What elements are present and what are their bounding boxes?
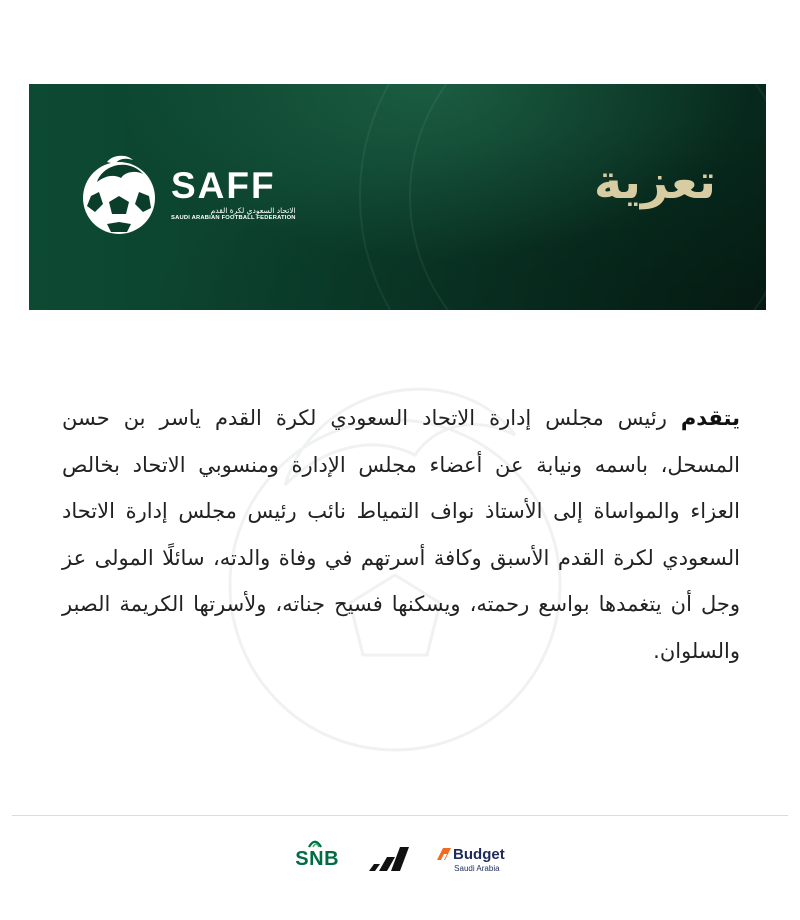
page-title: تعزية: [593, 154, 716, 210]
message-lead-word: يتقدم: [680, 406, 740, 430]
footer-divider: [12, 815, 788, 816]
condolence-message: [62, 395, 740, 674]
budget-region: Saudi Arabia: [454, 863, 500, 873]
saff-arabic-name: الاتحاد السعودي لكرة القدم: [210, 205, 296, 215]
snb-wordmark: SNB: [295, 847, 340, 870]
budget-mark-icon: [437, 848, 451, 860]
budget-logo: [437, 846, 505, 873]
saff-emblem-icon: [77, 152, 161, 236]
header-banner: [29, 84, 766, 310]
saff-logo: [77, 152, 296, 236]
message-text: رئيس مجلس إدارة الاتحاد السعودي لكرة القدم ياسر بن حسن المسحل، باسمه ونيابة عن أعضاء مجلس الإدارة ومنسوبي الاتحاد بخالص العزاء والمواساة إلى الأستاذ نواف التمياط نائب رئيس مجلس إدارة الاتحاد السعودي لكرة القدم الأسبق وكافة أسرتهم في وفاة والدته، سائلًا المولى عز وجل أن يتغمدها بواسع رحمته، ويسكنها فسيح جناته، ولأسرتها الكريمة الصبر والسلوان.: [62, 406, 740, 663]
adidas-logo: [367, 845, 409, 873]
snb-mark-icon: [295, 839, 335, 849]
sponsor-strip: [0, 845, 800, 873]
saff-english-name: SAUDI ARABIAN FOOTBALL FEDERATION: [171, 214, 296, 221]
snb-logo: [295, 848, 339, 871]
adidas-logo-icon: [367, 845, 409, 873]
budget-wordmark: Budget: [453, 845, 505, 863]
saff-wordmark: SAFF: [171, 164, 276, 206]
